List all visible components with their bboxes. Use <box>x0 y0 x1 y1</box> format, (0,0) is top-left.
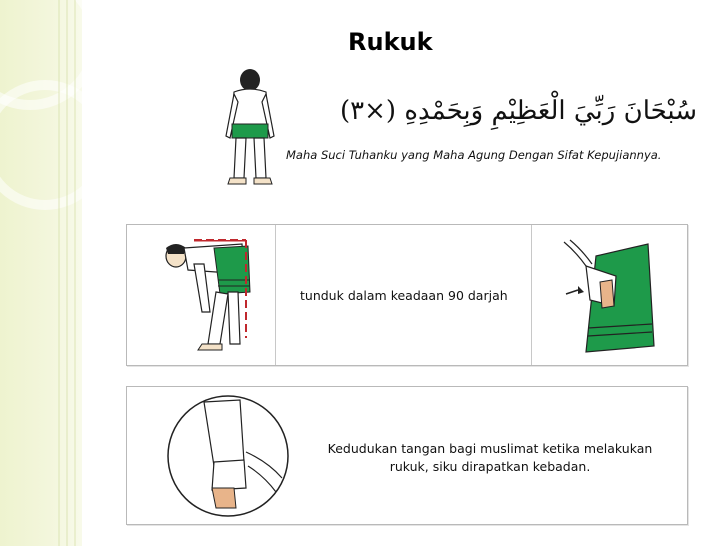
rukuk-front-illustration <box>218 66 282 192</box>
decorative-stripe <box>58 0 60 546</box>
arabic-tasbih-text: سُبْحَانَ رَبِّيَ الْعَظِيْمِ وَبِحَمْدِهِ (×٣) <box>340 96 698 126</box>
panel-divider <box>531 225 532 365</box>
slide-title: Rukuk <box>348 28 433 56</box>
panel-divider <box>275 225 276 365</box>
decorative-side-band <box>0 0 82 546</box>
hand-position-caption: Kedudukan tangan bagi muslimat ketika melakukan rukuk, siku dirapatkan kebadan. <box>327 441 653 474</box>
hand-on-knee-closeup-illustration <box>556 236 656 358</box>
side-view-bow-illustration <box>158 234 268 358</box>
bow-angle-caption: tunduk dalam keadaan 90 darjah <box>300 288 508 303</box>
tasbih-translation: Maha Suci Tuhanku yang Maha Agung Dengan Sifat Kepujiannya. <box>286 148 662 162</box>
decorative-ring <box>0 80 82 210</box>
decorative-stripe <box>66 0 68 546</box>
elbow-closeup-illustration <box>164 392 296 520</box>
decorative-stripe <box>74 0 76 546</box>
